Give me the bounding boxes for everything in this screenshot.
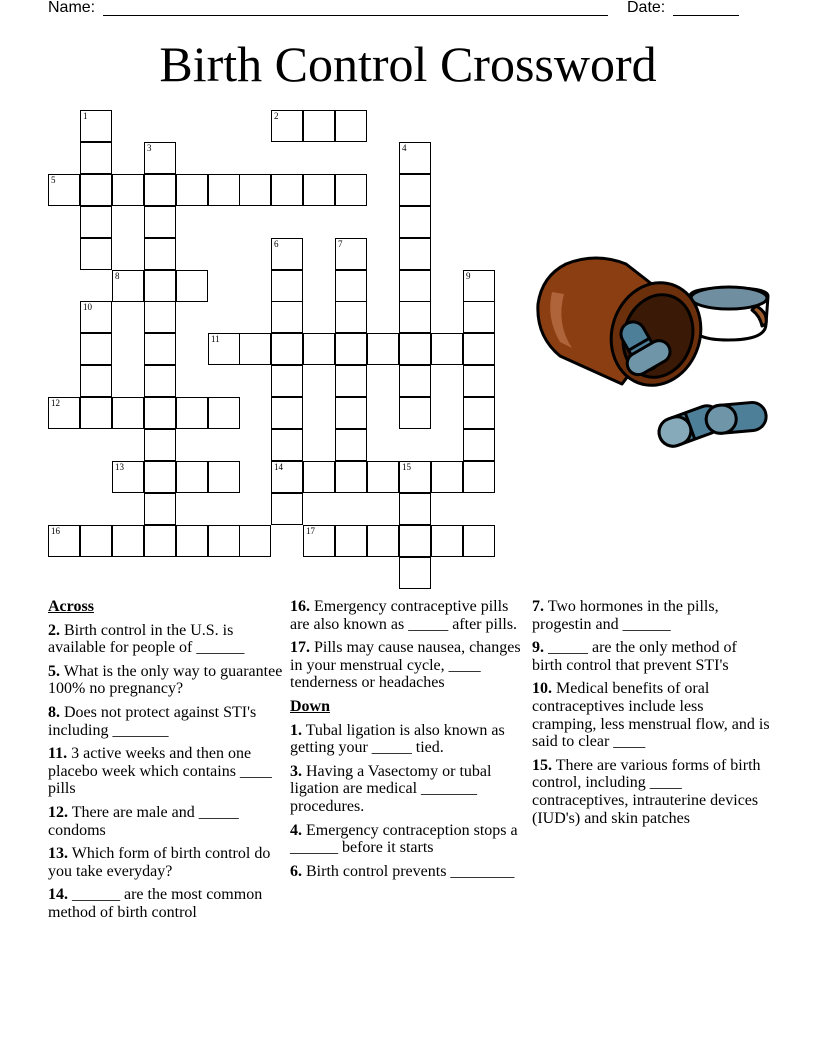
clue-item-number: 13. bbox=[48, 845, 68, 863]
crossword-cell[interactable] bbox=[112, 174, 144, 206]
crossword-cell[interactable] bbox=[335, 110, 367, 142]
clues-column-3 bbox=[532, 598, 770, 833]
clue-item bbox=[48, 845, 286, 880]
clue-number: 15 bbox=[402, 462, 411, 472]
clue-item-text: There are various forms of birth control, including ____ contraceptives, intrauterine devices (IUD's) and skin patches bbox=[532, 756, 761, 827]
clue-item-text: Medical benefits of oral contraceptives include less cramping, less menstrual flow, and is said to clear ____ bbox=[532, 680, 770, 751]
crossword-cell[interactable] bbox=[271, 461, 303, 493]
crossword-cell[interactable] bbox=[271, 301, 303, 333]
crossword-cell[interactable] bbox=[303, 461, 335, 493]
clue-item bbox=[532, 757, 770, 827]
crossword-cell[interactable] bbox=[463, 525, 495, 557]
clue-item bbox=[290, 863, 528, 881]
crossword-cell[interactable] bbox=[335, 429, 367, 461]
page-title: Birth Control Crossword bbox=[159, 36, 657, 92]
clue-item-number: 16. bbox=[290, 598, 310, 615]
down-heading: Down bbox=[290, 697, 331, 715]
clue-item-number: 3. bbox=[290, 762, 302, 780]
clue-number: 4 bbox=[402, 143, 407, 153]
clue-number: 8 bbox=[115, 271, 120, 281]
crossword-cell[interactable] bbox=[367, 525, 399, 557]
crossword-cell[interactable] bbox=[144, 397, 176, 429]
crossword-cell[interactable] bbox=[399, 174, 431, 206]
clue-item-text: There are male and _____ condoms bbox=[48, 803, 239, 839]
crossword-cell[interactable] bbox=[80, 525, 112, 557]
crossword-cell[interactable] bbox=[303, 525, 335, 557]
crossword-cell[interactable] bbox=[144, 333, 176, 365]
crossword-cell[interactable] bbox=[48, 397, 80, 429]
crossword-cell[interactable] bbox=[303, 110, 335, 142]
crossword-cell[interactable] bbox=[112, 270, 144, 302]
clue-number: 3 bbox=[147, 143, 152, 153]
crossword-cell[interactable] bbox=[208, 397, 240, 429]
clue-item-text: Having a Vasectomy or tubal ligation are medical _______ procedures. bbox=[290, 762, 492, 815]
crossword-cell[interactable] bbox=[80, 365, 112, 397]
clue-number: 2 bbox=[274, 111, 279, 121]
clue-number: 16 bbox=[51, 526, 60, 536]
clue-item-number: 7. bbox=[532, 598, 544, 615]
clue-number: 7 bbox=[338, 239, 343, 249]
crossword-cell[interactable] bbox=[176, 461, 208, 493]
crossword-cell[interactable] bbox=[271, 174, 303, 206]
clue-item-number: 2. bbox=[48, 621, 60, 639]
across-heading: Across bbox=[48, 598, 94, 615]
crossword-cell[interactable] bbox=[463, 365, 495, 397]
crossword-cell[interactable] bbox=[399, 301, 431, 333]
crossword-cell[interactable] bbox=[335, 333, 367, 365]
crossword-cell[interactable] bbox=[399, 365, 431, 397]
clue-item bbox=[48, 745, 286, 798]
clue-item bbox=[532, 639, 770, 674]
crossword-cell[interactable] bbox=[271, 238, 303, 270]
clue-item-text: 3 active weeks and then one placebo week which contains ____ pills bbox=[48, 745, 272, 798]
clue-item-number: 15. bbox=[532, 756, 552, 774]
clue-item-text: What is the only way to guarantee 100% no pregnancy? bbox=[48, 662, 283, 698]
crossword-cell[interactable] bbox=[271, 493, 303, 525]
crossword-cell[interactable] bbox=[48, 525, 80, 557]
clue-item-text: Tubal ligation is also known as getting your _____ tied. bbox=[290, 721, 505, 757]
crossword-grid bbox=[48, 110, 498, 592]
crossword-cell[interactable] bbox=[80, 301, 112, 333]
clue-item-number: 17. bbox=[290, 639, 310, 657]
clue-item-text: Emergency contraception stops a ______ before it starts bbox=[290, 821, 518, 857]
clue-number: 13 bbox=[115, 462, 124, 472]
crossword-cell[interactable] bbox=[335, 301, 367, 333]
crossword-cell[interactable] bbox=[367, 461, 399, 493]
crossword-cell[interactable] bbox=[80, 238, 112, 270]
crossword-cell[interactable] bbox=[144, 301, 176, 333]
crossword-cell[interactable] bbox=[335, 174, 367, 206]
pill-bottle-icon bbox=[530, 246, 770, 456]
crossword-cell[interactable] bbox=[463, 397, 495, 429]
crossword-cell[interactable] bbox=[399, 270, 431, 302]
crossword-cell[interactable] bbox=[303, 174, 335, 206]
clue-item bbox=[48, 804, 286, 839]
clue-number: 17 bbox=[306, 526, 315, 536]
crossword-cell[interactable] bbox=[80, 397, 112, 429]
crossword-cell[interactable] bbox=[399, 333, 431, 365]
crossword-cell[interactable] bbox=[399, 557, 431, 589]
name-blank-line[interactable] bbox=[103, 15, 608, 16]
clue-item-text: ______ are the most common method of birth control bbox=[48, 886, 263, 921]
crossword-cell[interactable] bbox=[463, 333, 495, 365]
crossword-cell[interactable] bbox=[144, 365, 176, 397]
clue-number: 5 bbox=[51, 175, 56, 185]
crossword-cell[interactable] bbox=[463, 429, 495, 461]
clue-item-text: Emergency contraceptive pills are also known as _____ after pills. bbox=[290, 598, 518, 633]
crossword-cell[interactable] bbox=[176, 397, 208, 429]
date-label: Date: bbox=[627, 0, 666, 16]
crossword-cell[interactable] bbox=[144, 206, 176, 238]
crossword-cell[interactable] bbox=[144, 525, 176, 557]
crossword-cell[interactable] bbox=[112, 397, 144, 429]
clue-item bbox=[290, 763, 528, 816]
crossword-cell[interactable] bbox=[144, 142, 176, 174]
crossword-cell[interactable] bbox=[144, 270, 176, 302]
clue-item-number: 12. bbox=[48, 803, 68, 821]
date-blank-line[interactable] bbox=[673, 15, 739, 16]
crossword-cell[interactable] bbox=[144, 461, 176, 493]
crossword-cell[interactable] bbox=[335, 238, 367, 270]
crossword-cell[interactable] bbox=[176, 174, 208, 206]
clues-column-1 bbox=[48, 598, 286, 928]
clue-number: 14 bbox=[274, 462, 283, 472]
clue-number: 11 bbox=[211, 334, 220, 344]
crossword-cell[interactable] bbox=[80, 206, 112, 238]
clue-number: 6 bbox=[274, 239, 279, 249]
name-label: Name: bbox=[48, 0, 96, 16]
clue-item bbox=[48, 663, 286, 698]
crossword-cell[interactable] bbox=[335, 397, 367, 429]
crossword-cell[interactable] bbox=[80, 110, 112, 142]
crossword-cell[interactable] bbox=[399, 397, 431, 429]
crossword-cell[interactable] bbox=[80, 142, 112, 174]
crossword-cell[interactable] bbox=[399, 142, 431, 174]
crossword-cell[interactable] bbox=[112, 525, 144, 557]
crossword-cell[interactable] bbox=[463, 270, 495, 302]
clue-number: 10 bbox=[83, 302, 92, 312]
clue-item bbox=[290, 722, 528, 757]
clue-item bbox=[290, 639, 528, 692]
crossword-cell[interactable] bbox=[144, 238, 176, 270]
clue-number: 1 bbox=[83, 111, 88, 121]
clue-item-number: 1. bbox=[290, 721, 302, 739]
clue-item-text: Pills may cause nausea, changes in your menstrual cycle, ____ tenderness or headaches bbox=[290, 639, 521, 692]
crossword-cell[interactable] bbox=[271, 429, 303, 461]
crossword-cell[interactable] bbox=[48, 174, 80, 206]
crossword-cell[interactable] bbox=[112, 461, 144, 493]
clue-item bbox=[290, 598, 528, 633]
crossword-cell[interactable] bbox=[271, 397, 303, 429]
clue-item-text: Birth control in the U.S. is available for people of ______ bbox=[48, 621, 245, 657]
crossword-cell[interactable] bbox=[367, 333, 399, 365]
clue-item-number: 8. bbox=[48, 703, 60, 721]
crossword-cell[interactable] bbox=[271, 365, 303, 397]
crossword-cell[interactable] bbox=[80, 174, 112, 206]
crossword-cell[interactable] bbox=[176, 270, 208, 302]
crossword-cell[interactable] bbox=[271, 333, 303, 365]
crossword-cell[interactable] bbox=[208, 333, 240, 365]
clue-item bbox=[532, 598, 770, 633]
clue-item-number: 10. bbox=[532, 680, 552, 698]
clue-item-text: _____ are the only method of birth control that prevent STI's bbox=[532, 639, 737, 674]
clue-item-number: 14. bbox=[48, 886, 68, 904]
clue-number: 12 bbox=[51, 398, 60, 408]
crossword-cell[interactable] bbox=[144, 493, 176, 525]
clue-item-number: 4. bbox=[290, 821, 302, 839]
clue-item-number: 9. bbox=[532, 639, 544, 657]
crossword-cell[interactable] bbox=[463, 301, 495, 333]
clue-number: 9 bbox=[466, 271, 471, 281]
crossword-cell[interactable] bbox=[431, 525, 463, 557]
crossword-cell[interactable] bbox=[399, 493, 431, 525]
clue-item-number: 5. bbox=[48, 662, 60, 680]
crossword-cell[interactable] bbox=[239, 525, 271, 557]
crossword-cell[interactable] bbox=[80, 333, 112, 365]
clue-item bbox=[290, 822, 528, 857]
crossword-cell[interactable] bbox=[335, 365, 367, 397]
clue-item bbox=[48, 704, 286, 739]
crossword-cell[interactable] bbox=[239, 333, 271, 365]
crossword-cell[interactable] bbox=[271, 270, 303, 302]
crossword-cell[interactable] bbox=[239, 174, 271, 206]
crossword-cell[interactable] bbox=[208, 174, 240, 206]
clue-item-number: 6. bbox=[290, 862, 302, 880]
crossword-cell[interactable] bbox=[271, 110, 303, 142]
crossword-cell[interactable] bbox=[399, 238, 431, 270]
clue-item bbox=[48, 622, 286, 657]
clue-item-text: Birth control prevents ________ bbox=[302, 862, 515, 880]
crossword-cell[interactable] bbox=[303, 333, 335, 365]
crossword-cell[interactable] bbox=[399, 206, 431, 238]
crossword-cell[interactable] bbox=[335, 461, 367, 493]
crossword-cell[interactable] bbox=[144, 429, 176, 461]
crossword-cell[interactable] bbox=[176, 525, 208, 557]
crossword-cell[interactable] bbox=[399, 461, 431, 493]
clue-item-text: Two hormones in the pills, progestin and ______ bbox=[532, 598, 719, 633]
clues-column-2 bbox=[290, 598, 528, 886]
clue-item-text: Which form of birth control do you take everyday? bbox=[48, 845, 271, 880]
crossword-cell[interactable] bbox=[431, 461, 463, 493]
clue-item-number: 11. bbox=[48, 745, 68, 763]
crossword-cell[interactable] bbox=[431, 333, 463, 365]
clue-item-text: Does not protect against STI's including _______ bbox=[48, 703, 257, 739]
clue-item bbox=[48, 886, 286, 921]
crossword-cell[interactable] bbox=[399, 525, 431, 557]
crossword-cell[interactable] bbox=[463, 461, 495, 493]
crossword-cell[interactable] bbox=[335, 270, 367, 302]
clue-item bbox=[532, 680, 770, 750]
crossword-cell[interactable] bbox=[208, 525, 240, 557]
crossword-cell[interactable] bbox=[208, 461, 240, 493]
crossword-cell[interactable] bbox=[335, 525, 367, 557]
crossword-cell[interactable] bbox=[144, 174, 176, 206]
